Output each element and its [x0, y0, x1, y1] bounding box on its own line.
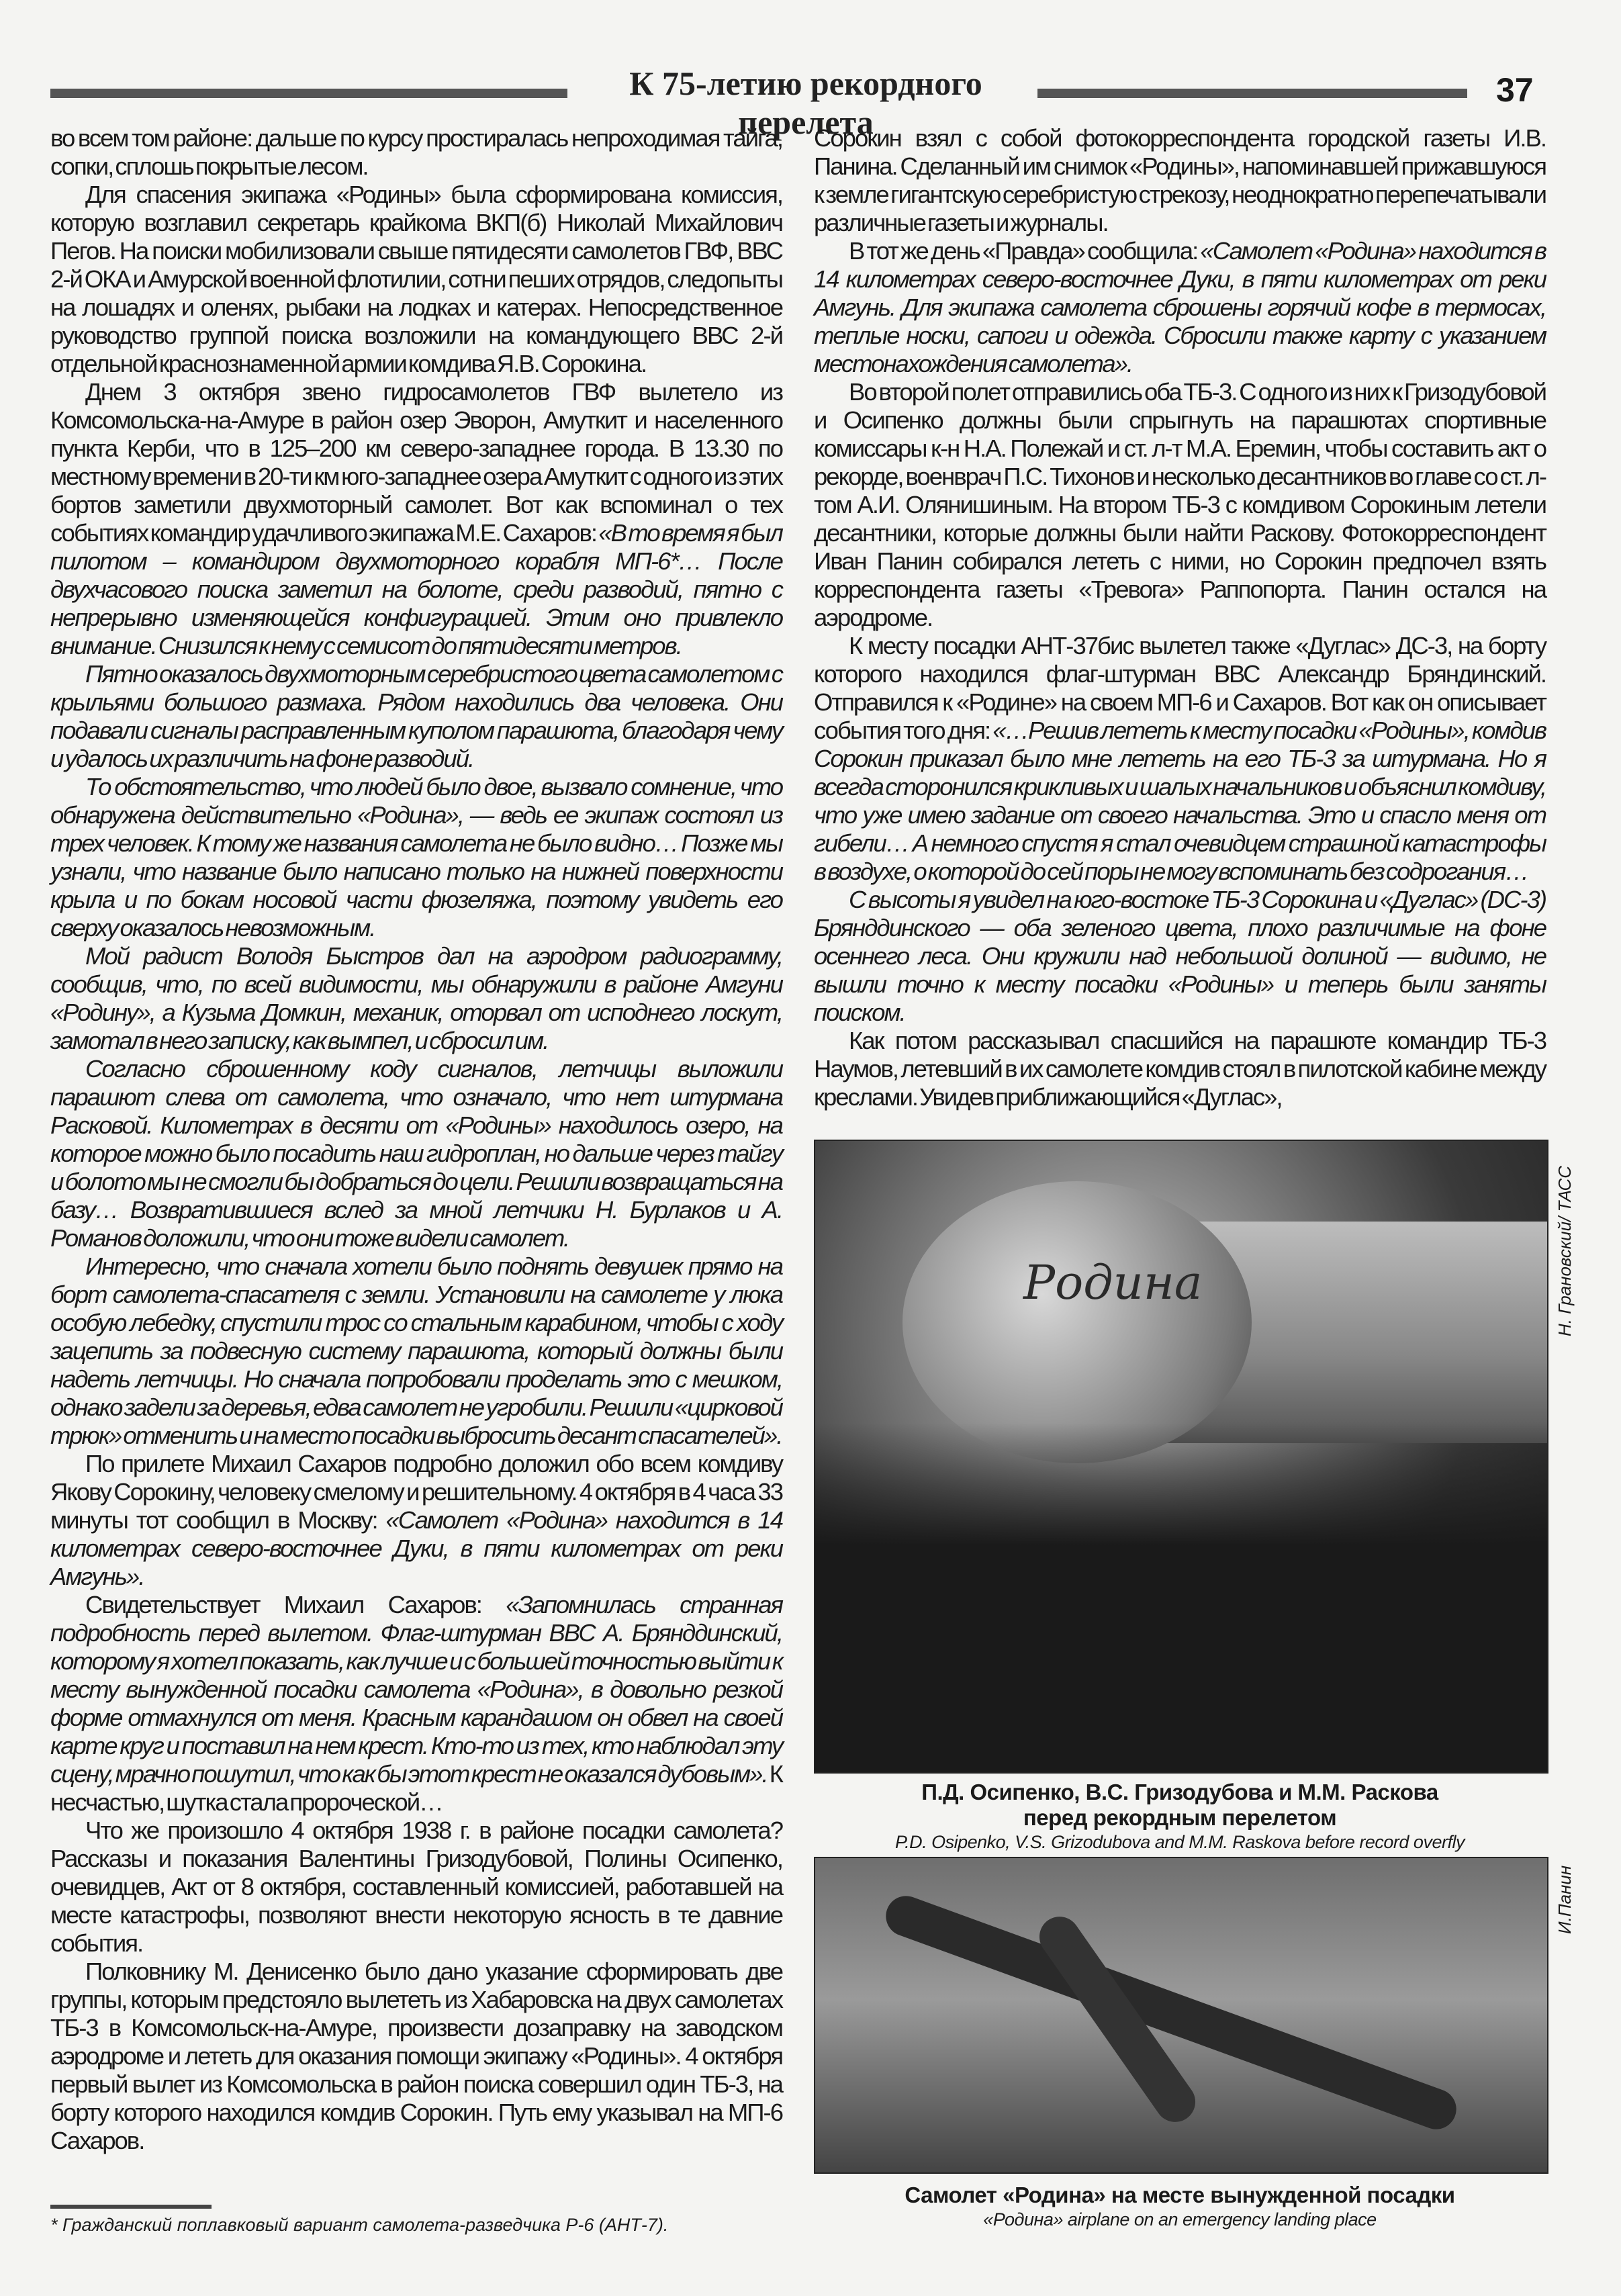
header-rule-right: [1037, 89, 1467, 98]
quote-text: Мой радист Володя Быстров дал на аэродром радиограмму, сообщив, что, по всей видимости, мы обнаружили в районе Амгуни «Родину», а Кузьма Домкин, механик, оторвал от исподнего лоскут, замотал в него записку, как вымпел, и сбросил им.: [50, 942, 782, 1054]
paragraph: [50, 1450, 782, 1591]
body-text: Как потом рассказывал спасшийся на парашюте командир ТБ-3 Наумов, летевший в их самолете комдив стоял в пилотской кабине между креслами. Увидев приближающийся «Дуглас»,: [814, 1027, 1546, 1111]
paragraph: [50, 660, 782, 773]
photo-credit: И.Панин: [1555, 1865, 1575, 1934]
caption-en: «Родина» airplane on an emergency landing place: [983, 2209, 1377, 2230]
quote-text: С высоты я увидел на юго-востоке ТБ-3 Сорокина и «Дуглас» (DC-3) Брянддинского — оба зеленого цвета, плохо различимые на фоне осеннего леса. Они кружили над небольшой долиной — видимо, не вышли точно к месту посадки «Родины» и теперь были заняты поиском.: [814, 886, 1546, 1026]
quote-text: «Запомнилась странная подробность перед вылетом. Флаг-штурман ВВС А. Брянддинский, которому я хотел показать, как лучше и с большей точностью выйти к месту вынужденной посадки самолета «Родина», в довольно резкой форме отмахнулся от меня. Красным карандашом он обвел на своей карте круг и поставил на нем крест. Кто-то из тех, кто наблюдал эту сцену, мрачно пошутил, что как бы этот крест не оказался дубовым».: [50, 1591, 782, 1788]
body-text: Что же произошло 4 октября 1938 г. в районе посадки самолета? Рассказы и показания Валентины Гризодубовой, Полины Осипенко, очевидцев, Акт от 8 октября, составленный комиссией, работавшей на месте катастрофы, позволяют внести некоторую ясность в те давние события.: [50, 1817, 782, 1957]
caption-ru: Самолет «Родина» на месте вынужденной посадки: [905, 2183, 1455, 2207]
paragraph: [814, 632, 1546, 886]
caption-ru: перед рекордным перелетом: [1023, 1805, 1337, 1830]
quote-text: «В то время я был пилотом – командиром двухмоторного корабля МП-6*… После двухчасового поиска заметил на болоте, среди разводий, пятно с непрерывно изменяющейся конфигурацией. Этим оно привлекло внимание. Снизился к нему с семисот до пятидесяти метров.: [50, 519, 782, 659]
plane-nose-glazing: [902, 1181, 1252, 1463]
page-number: 37: [1496, 71, 1534, 109]
footnote-rule: [50, 2205, 212, 2209]
photo-credit: Н. Грановский/ ТАСС: [1555, 1165, 1575, 1336]
quote-text: То обстоятельство, что людей было двое, вызвало сомнение, что обнаружена действительно «Родина», — ведь ее экипаж состоял из трех человек. К тому же названия самолета не было видно… Позже мы узнали, что название было написано только на нижней поверхности крыла и по бокам носовой части фюзеляжа, поэтому увидеть его сверху оказалось невозможным.: [50, 773, 782, 942]
body-text: во всем том районе: дальше по курсу простиралась непроходимая тайга, сопки, сплошь покрытые лесом.: [50, 124, 782, 180]
section-title: К 75-летию рекордного перелета: [629, 64, 982, 141]
left-text-column: [50, 124, 782, 2155]
paragraph: [50, 942, 782, 1055]
photo-caption: [814, 2183, 1546, 2231]
paragraph: [814, 1027, 1546, 1111]
quote-text: Согласно сброшенному коду сигналов, летчицы выложили парашют слева от самолета, что означало, что нет штурмана Расковой. Километрах в десяти от «Родины» находилось озеро, на которое можно было посадить наш гидроплан, но дальше через тайгу и болото мы не смогли бы добраться до цели. Решили возвращаться на базу… Возвратившиеся вслед за мной летчики Н. Бурлаков и А. Романов доложили, что они тоже видели самолет.: [50, 1055, 782, 1252]
pilots-group: [815, 1423, 1547, 1772]
body-text: По прилете Михаил Сахаров подробно доложил обо всем комдиву Якову Сорокину, человеку смелому и решительному. 4 октября в 4 часа 33 минуты тот сообщил в Москву:: [50, 1450, 782, 1534]
plane-lettering: Родина: [1023, 1255, 1203, 1310]
paragraph: [814, 124, 1546, 237]
right-text-column: [814, 124, 1546, 1111]
body-text: Сорокин взял с собой фотокорреспондента городской газеты И.В. Панина. Сделанный им снимок «Родины», напоминавшей прижавшуюся к земле гигантскую серебристую стрекозу, неоднократно перепечатывали различные газеты и журналы.: [814, 124, 1546, 236]
paragraph: [50, 1591, 782, 1817]
body-text: Во второй полет отправились оба ТБ-3. С одного из них к Гризодубовой и Осипенко должны были спрыгнуть на парашютах спортивные комиссары к-н Н.А. Полежай и ст. л-т М.А. Еремин, чтобы составить акт о рекорде, военврач П.С. Тихонов и несколько десантников во главе со ст. л-том А.И. Олянишиным. На втором ТБ-3 с комдивом Сорокиным летели десантники, которые должны были найти Раскову. Фотокорреспондент Иван Панин собирался лететь с ними, но Сорокин предпочел взять корреспондента газеты «Тревога» Раппопорта. Панин остался на аэродроме.: [814, 378, 1546, 631]
quote-text: Интересно, что сначала хотели было поднять девушек прямо на борт самолета-спасателя с земли. Установили на самолете у люка особую лебедку, спустили трос со стальным карабином, чтобы с ходу зацепить за подвесную систему парашюта, который должны были надеть летчицы. Но сначала попробовали проделать это с мешком, однако задели за деревья, едва самолет не угробили. Решили «цирковой трюк» отменить и на место посадки выбросить десант спасателей».: [50, 1252, 782, 1449]
header-rule-left: [50, 89, 567, 98]
body-text: Днем 3 октября звено гидросамолетов ГВФ вылетело из Комсомольска-на-Амуре в район озер Эворон, Амуткит и населенного пункта Керби, что в 125–200 км северо-западнее города. В 13.30 по местному времени в 20-ти км юго-западнее озера Амуткит с одного из этих бортов заметили двухмоторный самолет. Вот как вспоминал о тех событиях командир удачливого экипажа М.Е. Сахаров:: [50, 378, 782, 547]
paragraph: [814, 378, 1546, 632]
quote-text: Пятно оказалось двухмоторным серебристого цвета самолетом с крыльями большого размаха. Рядом находились два человека. Они подавали сигналы расправленным куполом парашюта, благодаря чему и удалось их различить на фоне разводий.: [50, 660, 782, 772]
paragraph: [814, 237, 1546, 378]
body-text: Свидетельствует Михаил Сахаров:: [85, 1591, 506, 1618]
body-text: К месту посадки АНТ-37бис вылетел также «Дуглас» ДС-3, на борту которого находился флаг-штурман ВВС Александр Бряндинский. Отправился к «Родине» на своем МП-6 и Сахаров. Вот как он описывает события того дня:: [814, 632, 1546, 744]
paragraph: [50, 124, 782, 181]
quote-text: «Самолет «Родина» находится в 14 километрах северо-восточнее Дуки, в пяти километрах от реки Амгунь».: [50, 1506, 782, 1590]
photo-caption: [814, 1780, 1546, 1853]
caption-en: P.D. Osipenko, V.S. Grizodubova and M.M. Raskova before record overfly: [895, 1832, 1465, 1852]
body-text: В тот же день «Правда» сообщила:: [849, 237, 1201, 265]
paragraph: [50, 773, 782, 942]
footnote: * Гражданский поплавковый вариант самолета-разведчика Р-6 (АНТ-7).: [50, 2215, 669, 2235]
crew-photo: [814, 1140, 1548, 1774]
caption-ru: П.Д. Осипенко, В.С. Гризодубова и М.М. Раскова: [921, 1780, 1438, 1804]
quote-text: «Самолет «Родина» находится в 14 километрах северо-восточнее Дуки, в пяти километрах от реки Амгунь. Для экипажа самолета сброшены горячий кофе в термосах, теплые носки, сапоги и одежда. Сбросили также карту с указанием местонахождения самолета».: [814, 237, 1546, 377]
paragraph: [50, 1252, 782, 1450]
paragraph: [50, 378, 782, 660]
body-text: Полковнику М. Денисенко было дано указание сформировать две группы, которым предстояло вылететь из Хабаровска на двух самолетах ТБ-3 в Комсомольск-на-Амуре, произвести дозаправку на заводском аэродроме и лететь для оказания помощи экипажу «Родины». 4 октября первый вылет из Комсомольска в район поиска совершил один ТБ-3, на борту которого находился комдив Сорокин. Путь ему указывал на МП-6 Сахаров.: [50, 1958, 782, 2154]
landing-site-photo: [814, 1857, 1548, 2174]
paragraph: [50, 181, 782, 378]
paragraph: [50, 1817, 782, 1958]
paragraph: [50, 1055, 782, 1252]
paragraph: [814, 886, 1546, 1027]
quote-text: «…Решив лететь к месту посадки «Родины», комдив Сорокин приказал было мне лететь на его ТБ-3 за штурмана. Но я всегда сторонился крикливых и шалых начальников и объяснил комдиву, что уже имею задание от своего начальства. Это и спасло меня от гибели… А немного спустя я стал очевидцем страшной катастрофы в воздухе, о которой до сей поры не могу вспоминать без содрогания…: [814, 717, 1546, 885]
body-text: К несчастью, шутка стала пророческой…: [50, 1760, 783, 1816]
body-text: Для спасения экипажа «Родины» была сформирована комиссия, которую возглавил секретарь крайкома ВКП(б) Николай Михайлович Пегов. На поиски мобилизовали свыше пятидесяти самолетов ГВФ, ВВС 2-й ОКА и Амурской военной флотилии, сотни пеших отрядов, следопыты на лошадях и оленях, рыбаки на лодках и катерах. Непосредственное руководство группой поиска возложили на командующего ВВС 2-й отдельной краснознаменной армии комдива Я.В. Сорокина.: [50, 181, 782, 377]
paragraph: [50, 1958, 782, 2155]
